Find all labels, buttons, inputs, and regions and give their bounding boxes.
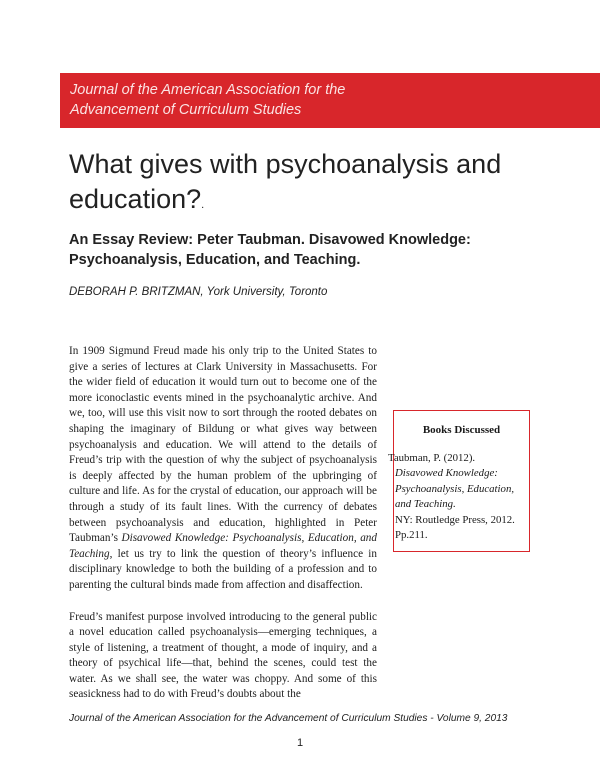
article-title — [69, 147, 569, 223]
body-text — [69, 344, 377, 719]
books-discussed-heading: Books Discussed — [422, 424, 501, 436]
books-discussed-entry — [388, 451, 528, 543]
page-number: 1 — [296, 737, 304, 749]
journal-name-line1: Journal of the American Association for the — [70, 82, 346, 98]
citation-author-year: Taubman, P. (2012). — [388, 452, 476, 464]
article-subtitle — [69, 230, 539, 270]
author-line: DEBORAH P. BRITZMAN, York University, Toronto — [69, 286, 328, 298]
title-line2: education? — [69, 184, 202, 214]
journal-name — [70, 80, 345, 120]
paragraph-2: Freud’s manifest purpose involved introducing to the general public a novel education called psychoanalysis—emerging techniques, a style of listening, a treatment of thought, a mode of inquiry, and a theory of psychical life—that, behind the scenes, could test the water. As we shall see, the water was choppy. And some of this seasickness had to do with Freud’s doubts about the — [69, 610, 377, 701]
books-discussed-box — [388, 410, 530, 552]
subtitle-line2: Psychoanalysis, Education, and Teaching. — [69, 252, 361, 268]
page-footer: Journal of the American Association for the Advancement of Curriculum Studies - Volume 9, 2013 — [69, 713, 508, 724]
paragraph-1 — [69, 344, 377, 594]
subtitle-line1: An Essay Review: Peter Taubman. Disavowed Knowledge: — [69, 232, 471, 248]
citation-publisher: NY: Routledge Press, 2012. Pp.211. — [395, 513, 515, 542]
journal-name-line2: Advancement of Curriculum Studies — [70, 102, 302, 118]
journal-banner — [60, 73, 600, 128]
title-mark: . — [201, 199, 205, 211]
paragraph-1-text-b: , let us try to link the question of theory’s influence in disciplinary knowledge to both the building of a profession and to parenting the cultural binds made from affection and disaffection. — [69, 547, 377, 591]
paragraph-1-book-title: Disavowed Knowledge: Psychoanalysis, Education, and Teaching — [69, 532, 377, 560]
paragraph-1-text-a: In 1909 Sigmund Freud made his only trip to the United States to give a series of lectures at Clark University in Massachusetts. For the wider field of education it would turn out to become one of the more iconoclastic events mined in the psychoanalytic archive. And we, too, will use this visit now to sort through the rooted debates on shaping the imaginary of Bildung or what gives way between psychoanalysis and education. We will attend to the details of Freud’s trip with the question of why the subject of psychoanalysis is deeply affected by the human problem of the upbringing of culture and life. As for the crystal of education, our approach will be through a study of its fault lines. With the currency of debates between psychoanalysis and education, highlighted in Peter Taubman’s — [69, 345, 377, 545]
title-line1: What gives with psychoanalysis and — [69, 149, 502, 179]
citation-book-title: Disavowed Knowledge: Psychoanalysis, Education, and Teaching. — [395, 467, 515, 511]
